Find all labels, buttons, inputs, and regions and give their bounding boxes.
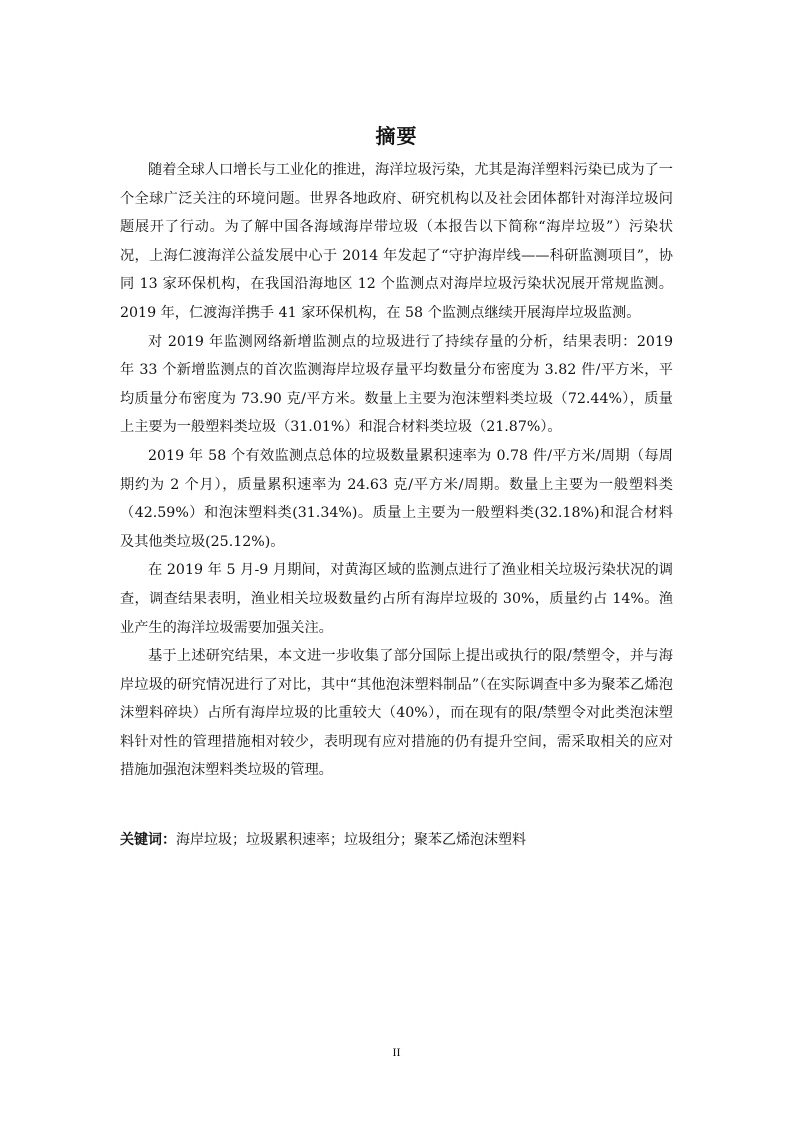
keywords-line xyxy=(120,830,673,850)
paragraph-5: 基于上述研究结果，本文进一步收集了部分国际上提出或执行的限/禁塑令，并与海岸垃圾的研究情况进行了对比，其中“其他泡沫塑料制品”（在实际调查中多为聚苯乙烯泡沫塑料碎块）占所有海岸垃圾的比重较大（40%），而在现有的限/禁塑令对此类泡沫塑料针对性的管理措施相对较少，表明现有应对措施的仍有提升空间，需采取相关的应对措施加强泡沫塑料类垃圾的管理。 xyxy=(120,648,673,779)
paragraph-2: 对 2019 年监测网络新增监测点的垃圾进行了持续存量的分析，结果表明：2019 年 33 个新增监测点的首次监测海岸垃圾存量平均数量分布密度为 3.82 件/平方米，平均质量分布密度为 73.90 克/平方米。数量上主要为泡沫塑料类垃圾（72.44%），质量上主要为一般塑料类垃圾（31.01%）和混合材料类垃圾（21.87%）。 xyxy=(120,333,673,436)
page-number: II xyxy=(392,1045,401,1059)
paragraph-3: 2019 年 58 个有效监测点总体的垃圾数量累积速率为 0.78 件/平方米/周期（每周期约为 2 个月），质量累积速率为 24.63 克/平方米/周期。数量上主要为一般塑料类（42.59%）和泡沫塑料类(31.34%)。质量上主要为一般塑料类(32.18%)和混合材料及其他类垃圾(25.12%)。 xyxy=(120,447,673,550)
paragraph-4: 在 2019 年 5 月-9 月期间，对黄海区域的监测点进行了渔业相关垃圾污染状况的调查，调查结果表明，渔业相关垃圾数量约占所有海岸垃圾的 30%，质量约占 14%。渔业产生的海洋垃圾需要加强关注。 xyxy=(120,562,673,636)
keywords-text: 海岸垃圾；垃圾累积速率；垃圾组分；聚苯乙烯泡沫塑料 xyxy=(176,832,526,848)
paragraph-1: 随着全球人口增长与工业化的推进，海洋垃圾污染，尤其是海洋塑料污染已成为了一个全球广泛关注的环境问题。世界各地政府、研究机构以及社会团体都针对海洋垃圾问题展开了行动。为了解中国各海域海岸带垃圾（本报告以下简称“海岸垃圾”）污染状况，上海仁渡海洋公益发展中心于 2014 年发起了“守护海岸线——科研监测项目”，协同 13 家环保机构，在我国沿海地区 12 个监测点对海岸垃圾污染状况展开常规监测。2019 年，仁渡海洋携手 41 家环保机构，在 58 个监测点继续开展海岸垃圾监测。 xyxy=(120,162,673,321)
keywords-label: 关键词： xyxy=(120,832,176,848)
abstract-title: 摘要 xyxy=(375,124,418,148)
abstract-body xyxy=(120,156,673,785)
